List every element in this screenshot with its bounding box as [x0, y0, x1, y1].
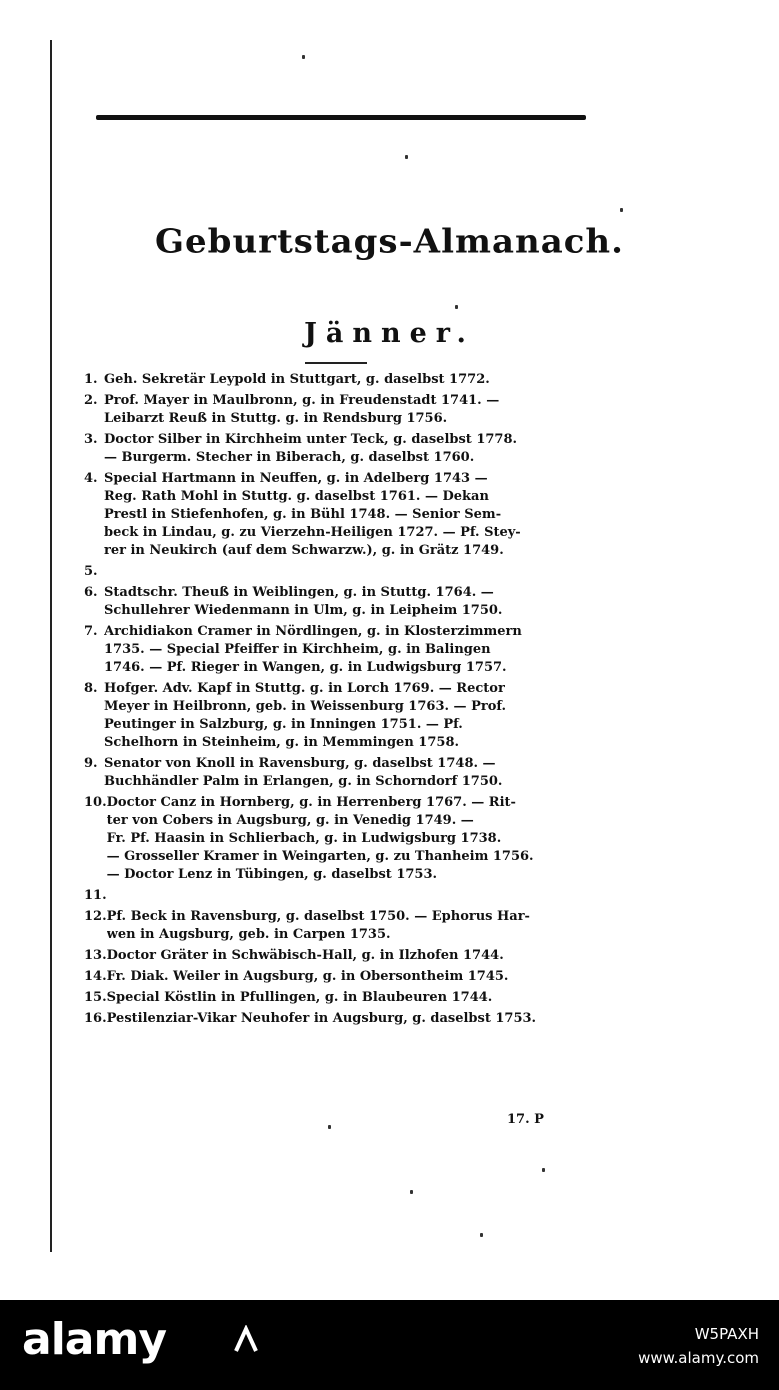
entry-line: Meyer in Heilbronn, geb. in Weissenburg 1763. — Prof. [104, 699, 507, 714]
entry-text [104, 470, 609, 560]
entry-line: Pf. Beck in Ravensburg, g. daselbst 1750. — Ephorus Har- [106, 909, 530, 924]
print-speck [480, 1233, 483, 1237]
entry-text [104, 371, 609, 389]
entry-text [104, 563, 609, 581]
birthday-entry [84, 755, 609, 791]
birthday-entry [84, 623, 609, 677]
birthday-entry [84, 563, 609, 581]
entry-day-number: 1. [84, 372, 98, 387]
entry-text [107, 989, 609, 1007]
entry-line: Prof. Mayer in Maulbronn, g. in Freudenstadt 1741. — [104, 393, 500, 408]
birthday-entry [84, 470, 609, 560]
catchword: 17. P [507, 1112, 544, 1127]
entry-line: Schullehrer Wiedenmann in Ulm, g. in Leipheim 1750. [104, 603, 503, 618]
birthday-list [84, 371, 609, 1031]
image-id: W5PAXH [694, 1325, 759, 1343]
birthday-entry [84, 392, 609, 428]
birthday-entry [84, 908, 609, 944]
entry-line: Fr. Pf. Haasin in Schlierbach, g. in Ludwigsburg 1738. [106, 831, 502, 846]
print-speck [410, 1190, 413, 1194]
entry-line: 1735. — Special Pfeiffer in Kirchheim, g. in Balingen [104, 642, 491, 657]
entry-day-number: 4. [84, 471, 98, 486]
entry-line: Senator von Knoll in Ravensburg, g. daselbst 1748. — [104, 756, 496, 771]
entry-line: Stadtschr. Theuß in Weiblingen, g. in Stuttg. 1764. — [104, 585, 494, 600]
print-speck [328, 1125, 331, 1129]
entry-line: Leibarzt Reuß in Stuttg. g. in Rendsburg 1756. [104, 411, 448, 426]
entry-line: wen in Augsburg, geb. in Carpen 1735. [106, 927, 391, 942]
entry-line: Special Hartmann in Neuffen, g. in Adelberg 1743 — [104, 471, 488, 486]
birthday-entry [84, 887, 609, 905]
print-speck [455, 305, 458, 309]
entry-day-number: 7. [84, 624, 98, 639]
entry-day-number: 13. [84, 948, 107, 963]
birthday-entry [84, 431, 609, 467]
entry-day-number: 8. [84, 681, 98, 696]
month-underline [305, 362, 367, 364]
entry-line: 1746. — Pf. Rieger in Wangen, g. in Ludwigsburg 1757. [104, 660, 507, 675]
entry-text [104, 392, 609, 428]
entry-line: Doctor Silber in Kirchheim unter Teck, g. daselbst 1778. [104, 432, 518, 447]
entry-text [107, 968, 609, 986]
entry-text [104, 623, 609, 677]
page-title: Geburtstags-Almanach. [155, 223, 624, 261]
entry-line: Pestilenziar-Vikar Neuhofer in Augsburg, g. daselbst 1753. [106, 1011, 537, 1026]
alamy-logo-mark-icon [232, 1325, 260, 1353]
entry-line: — Grosseller Kramer in Weingarten, g. zu Thanheim 1756. [106, 849, 534, 864]
site-url: www.alamy.com [638, 1349, 759, 1367]
birthday-entry [84, 989, 609, 1007]
print-speck [620, 208, 623, 212]
birthday-entry [84, 947, 609, 965]
entry-day-number: 14. [84, 969, 107, 984]
entry-line: rer in Neukirch (auf dem Schwarzw.), g. in Grätz 1749. [104, 543, 504, 558]
birthday-entry [84, 584, 609, 620]
entry-text [107, 908, 609, 944]
birthday-entry [84, 680, 609, 752]
entry-day-number: 15. [84, 990, 107, 1005]
birthday-entry [84, 371, 609, 389]
entry-line: Archidiakon Cramer in Nördlingen, g. in Klosterzimmern [104, 624, 522, 639]
print-speck [302, 55, 305, 59]
entry-text [107, 887, 609, 905]
entry-text [107, 947, 609, 965]
month-heading: Jänner. [304, 318, 475, 349]
entry-line: Doctor Canz in Hornberg, g. in Herrenberg 1767. — Rit- [106, 795, 516, 810]
entry-text [104, 680, 609, 752]
entry-line: — Doctor Lenz in Tübingen, g. daselbst 1753. [106, 867, 438, 882]
alamy-logo: alamy [22, 1314, 166, 1365]
entry-day-number: 12. [84, 909, 107, 924]
entry-line: Hofger. Adv. Kapf in Stuttg. g. in Lorch 1769. — Rector [104, 681, 505, 696]
print-speck [405, 155, 408, 159]
entry-line: beck in Lindau, g. zu Vierzehn-Heiligen 1727. — Pf. Stey- [104, 525, 521, 540]
entry-line: ter von Cobers in Augsburg, g. in Venedig 1749. — [106, 813, 474, 828]
entry-day-number: 11. [84, 888, 107, 903]
entry-line: Fr. Diak. Weiler in Augsburg, g. in Obersontheim 1745. [106, 969, 509, 984]
entry-text [104, 431, 609, 467]
ornamental-header-rule [96, 115, 586, 120]
entry-line: — Burgerm. Stecher in Biberach, g. daselbst 1760. [104, 450, 475, 465]
entry-line: Reg. Rath Mohl in Stuttg. g. daselbst 1761. — Dekan [104, 489, 489, 504]
entry-line: Doctor Gräter in Schwäbisch-Hall, g. in Ilzhofen 1744. [106, 948, 504, 963]
birthday-entry [84, 794, 609, 884]
watermark-banner [0, 1300, 779, 1390]
birthday-entry [84, 968, 609, 986]
entry-text [107, 794, 609, 884]
entry-day-number: 3. [84, 432, 98, 447]
entry-line: Geh. Sekretär Leypold in Stuttgart, g. daselbst 1772. [104, 372, 490, 387]
image-credit [638, 1322, 759, 1370]
entry-text [104, 584, 609, 620]
birthday-entry [84, 1010, 609, 1028]
entry-day-number: 16. [84, 1011, 107, 1026]
print-speck [542, 1168, 545, 1172]
entry-day-number: 5. [84, 564, 98, 579]
entry-line: Prestl in Stiefenhofen, g. in Bühl 1748. — Senior Sem- [104, 507, 502, 522]
entry-text [107, 1010, 609, 1028]
entry-line: Buchhändler Palm in Erlangen, g. in Schorndorf 1750. [104, 774, 503, 789]
entry-day-number: 9. [84, 756, 98, 771]
page-edge-rule [50, 40, 52, 1252]
entry-line: Schelhorn in Steinheim, g. in Memmingen 1758. [104, 735, 460, 750]
entry-day-number: 6. [84, 585, 98, 600]
entry-line: Special Köstlin in Pfullingen, g. in Blaubeuren 1744. [106, 990, 493, 1005]
entry-day-number: 10. [84, 795, 107, 810]
entry-line: Peutinger in Salzburg, g. in Inningen 1751. — Pf. [104, 717, 463, 732]
entry-day-number: 2. [84, 393, 98, 408]
entry-text [104, 755, 609, 791]
